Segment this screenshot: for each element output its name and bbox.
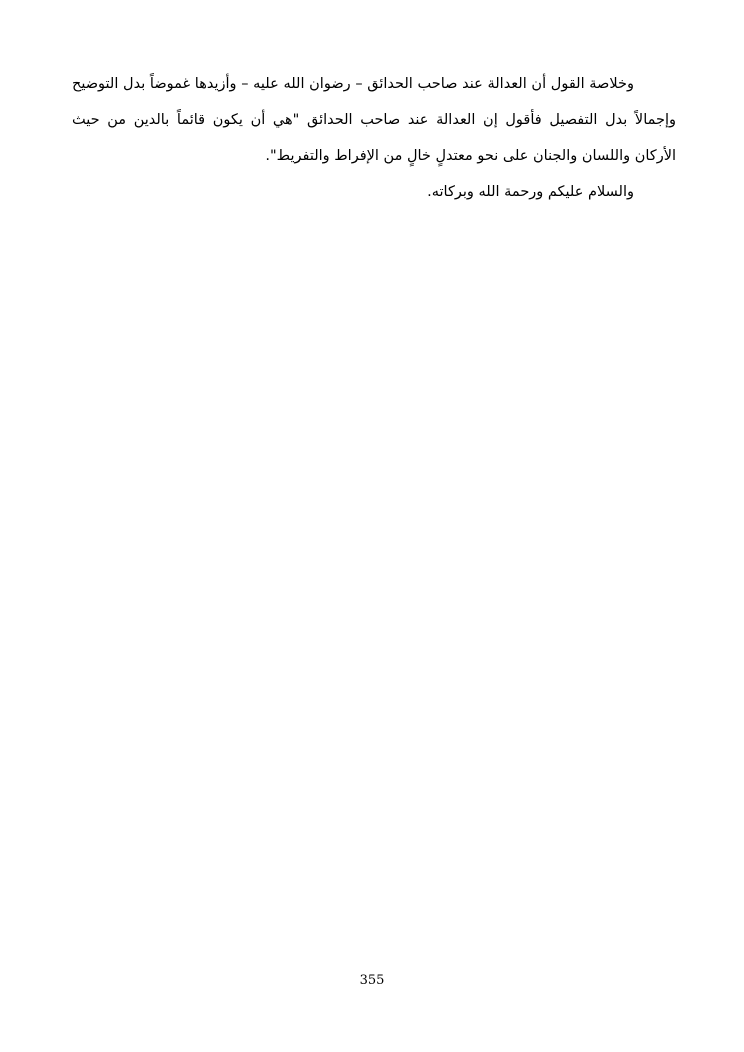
closing-salutation: والسلام عليكم ورحمة الله وبركاته.	[427, 184, 634, 200]
page-body	[72, 66, 676, 210]
page-number: 355	[359, 973, 385, 988]
body-paragraph: وخلاصة القول أن العدالة عند صاحب الحدائق – رضوان الله عليه – وأزيدها غموضاً بدل التوضيح وإجمالاً بدل التفصيل فأقول إن العدالة عند صاحب الحدائق "هي أن يكون قائماً بالدين من حيث الأركان واللسان والجنان على نحو معتدلٍ خالٍ من الإفراط والتفريط".	[72, 76, 676, 164]
